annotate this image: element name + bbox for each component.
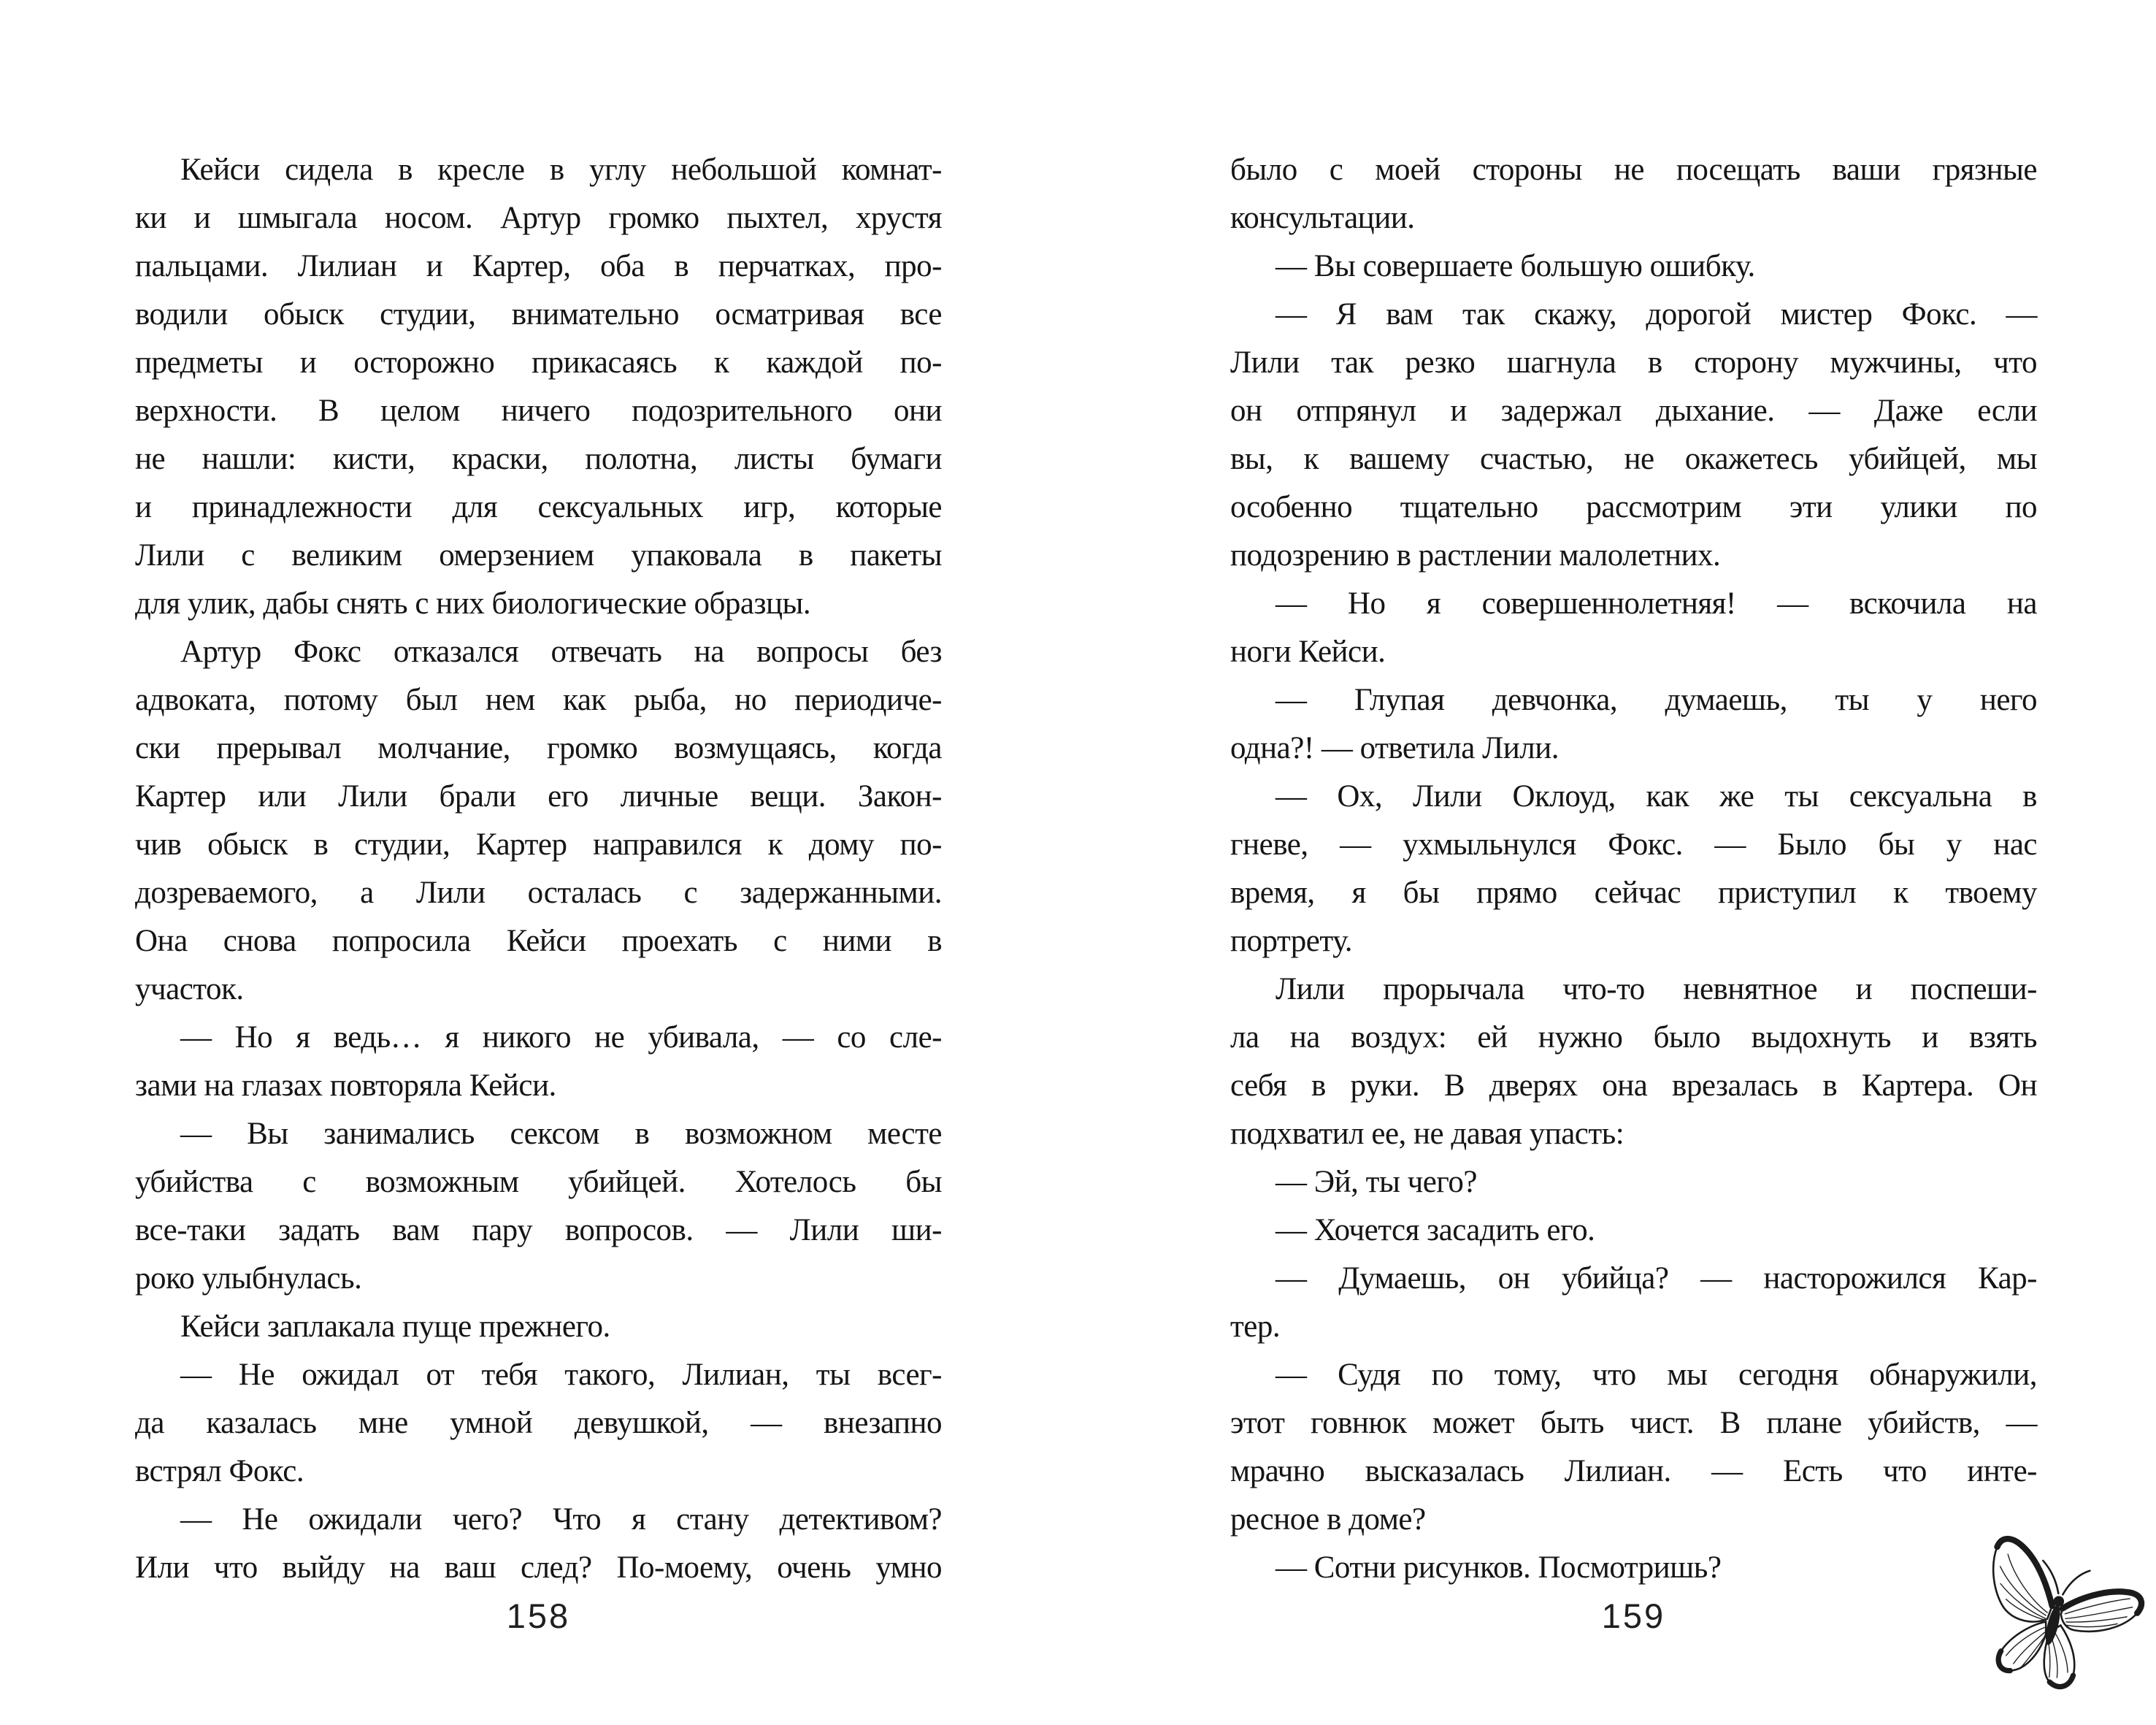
text-line: особенно тщательно рассмотрим эти улики по: [1230, 490, 2037, 524]
text-line: — Но я ведь… я никого не убивала, — со сле-: [180, 1020, 942, 1055]
text-line: гневе, — ухмыльнулся Фокс. — Было бы у нас: [1230, 827, 2037, 862]
text-line: подхватил ее, не давая упасть:: [1230, 1117, 1624, 1151]
text-line: Лили с великим омерзением упаковала в пакеты: [135, 538, 942, 573]
text-line: одна?! — ответила Лили.: [1230, 731, 1559, 765]
text-line: — Сотни рисунков. Посмотришь?: [1275, 1550, 1722, 1585]
text-line: — Не ожидали чего? Что я стану детективом?: [180, 1502, 942, 1537]
text-line: Кейси сидела в кресле в углу небольшой комнат-: [180, 153, 942, 187]
text-line: для улик, дабы снять с них биологические образцы.: [135, 586, 811, 621]
text-line: Артур Фокс отказался отвечать на вопросы без: [180, 635, 942, 669]
text-line: Лили так резко шагнула в сторону мужчины, что: [1230, 345, 2037, 380]
text-line: подозрению в растлении малолетних.: [1230, 538, 1721, 573]
page-number-left: 158: [506, 1596, 571, 1635]
text-line: тер.: [1230, 1309, 1281, 1344]
text-line: верхности. В целом ничего подозрительного они: [135, 394, 942, 428]
text-line: Картер или Лили брали его личные вещи. Закон-: [135, 779, 942, 814]
text-line: ски прерывал молчание, громко возмущаясь, когда: [135, 731, 942, 765]
text-line: чив обыск в студии, Картер направился к дому по-: [135, 827, 942, 862]
text-line: консультации.: [1230, 201, 1415, 235]
text-line: не нашли: кисти, краски, полотна, листы бумаги: [135, 442, 942, 476]
text-line: он отпрянул и задержал дыхание. — Даже если: [1230, 394, 2037, 428]
text-line: портрету.: [1230, 924, 1353, 958]
text-line: ноги Кейси.: [1230, 635, 1386, 669]
text-line: убийства с возможным убийцей. Хотелось бы: [135, 1165, 942, 1199]
page-number-right: 159: [1601, 1596, 1666, 1635]
page-right-text: [1230, 146, 2037, 1592]
text-line: и принадлежности для сексуальных игр, которые: [135, 490, 942, 524]
text-line: — Вы совершаете большую ошибку.: [1275, 249, 1755, 283]
text-line: водили обыск студии, внимательно осматривая все: [135, 297, 942, 332]
text-line: себя в руки. В дверях она врезалась в Картера. Он: [1230, 1068, 2037, 1103]
text-line: вы, к вашему счастью, не окажетесь убийцей, мы: [1230, 442, 2037, 476]
page-left-text: [135, 146, 942, 1592]
text-line: предметы и осторожно прикасаясь к каждой по-: [135, 345, 942, 380]
text-line: дозреваемого, а Лили осталась с задержанными.: [135, 876, 942, 910]
text-line: все-таки задать вам пару вопросов. — Лили ши-: [135, 1213, 942, 1247]
text-line: Лили прорычала что-то невнятное и поспеши-: [1275, 972, 2037, 1006]
text-line: да казалась мне умной девушкой, — внезапно: [135, 1406, 942, 1440]
text-line: зами на глазах повторяла Кейси.: [135, 1068, 556, 1103]
butterfly-icon: [1953, 1532, 2152, 1722]
text-line: этот говнюк может быть чист. В плане убийств, —: [1230, 1406, 2037, 1440]
text-line: встрял Фокс.: [135, 1454, 304, 1488]
text-line: ки и шмыгала носом. Артур громко пыхтел, хрустя: [135, 201, 942, 235]
text-line: — Хочется засадить его.: [1275, 1213, 1595, 1247]
text-line: мрачно высказалась Лилиан. — Есть что инте-: [1230, 1454, 2037, 1488]
text-line: — Я вам так скажу, дорогой мистер Фокс. —: [1275, 297, 2037, 332]
text-line: ла на воздух: ей нужно было выдохнуть и взять: [1230, 1020, 2037, 1055]
text-line: — Ох, Лили Оклоуд, как же ты сексуальна в: [1275, 779, 2037, 814]
text-line: роко улыбнулась.: [135, 1261, 362, 1296]
text-line: Или что выйду на ваш след? По-моему, очень умно: [135, 1550, 942, 1585]
text-line: адвоката, потому был нем как рыба, но периодиче-: [135, 683, 942, 717]
text-line: Кейси заплакала пуще прежнего.: [180, 1309, 610, 1344]
text-line: участок.: [135, 972, 244, 1006]
text-line: время, я бы прямо сейчас приступил к твоему: [1230, 876, 2037, 910]
text-line: — Не ожидал от тебя такого, Лилиан, ты всег-: [180, 1358, 942, 1392]
text-line: — Судя по тому, что мы сегодня обнаружили,: [1275, 1358, 2037, 1392]
text-line: было с моей стороны не посещать ваши грязные: [1230, 153, 2037, 187]
text-line: — Эй, ты чего?: [1275, 1165, 1477, 1199]
text-line: — Вы занимались сексом в возможном месте: [180, 1117, 942, 1151]
text-line: — Но я совершеннолетняя! — вскочила на: [1275, 586, 2037, 621]
text-line: — Глупая девчонка, думаешь, ты у него: [1275, 683, 2037, 717]
text-line: — Думаешь, он убийца? — насторожился Кар-: [1275, 1261, 2037, 1296]
text-line: ресное в доме?: [1230, 1502, 1426, 1537]
text-line: Она снова попросила Кейси проехать с ними в: [135, 924, 942, 958]
text-line: пальцами. Лилиан и Картер, оба в перчатках, про-: [135, 249, 942, 283]
